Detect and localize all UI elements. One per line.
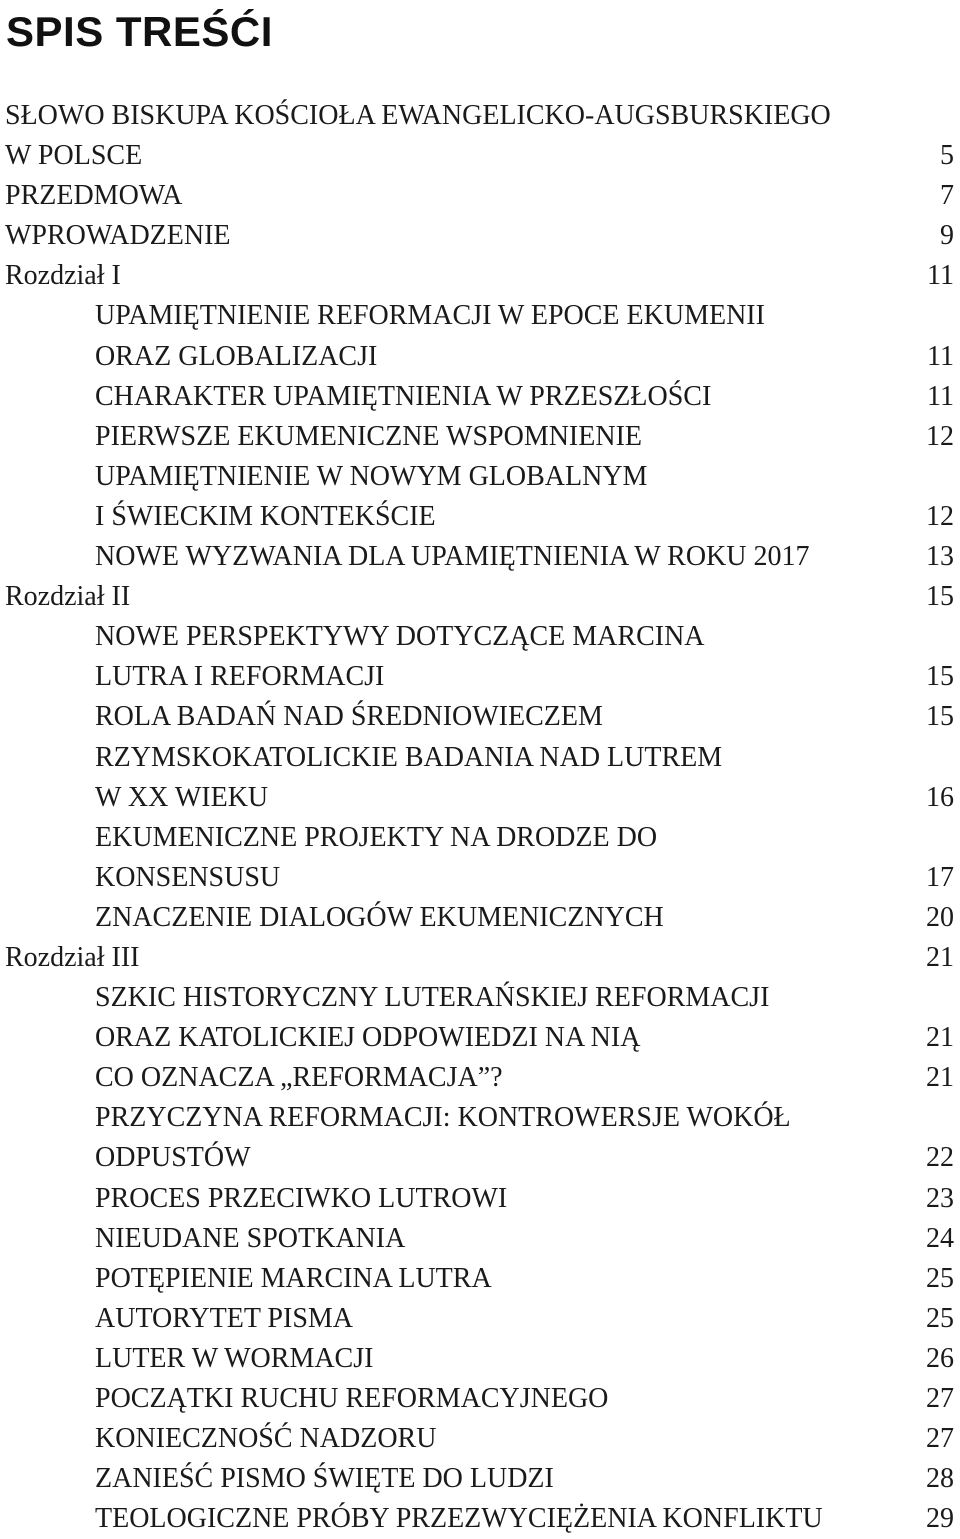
toc-entry-title: CHARAKTER UPAMIĘTNIENIA W PRZESZŁOŚCI	[95, 380, 712, 412]
toc-entry-page-number: 15	[926, 661, 954, 693]
toc-entry-title: POCZĄTKI RUCHU REFORMACYJNEGO	[95, 1383, 609, 1414]
toc-entry-title: PIERWSZE EKUMENICZNE WSPOMNIENIE	[95, 420, 643, 452]
toc-entry-page-number: 26	[926, 1342, 954, 1374]
toc-entry-title: PROCES PRZECIWKO LUTROWI	[95, 1182, 508, 1214]
toc-entry-title: ZNACZENIE DIALOGÓW EKUMENICZNYCH	[95, 901, 664, 933]
toc-entry-page-number: 17	[926, 861, 954, 893]
toc-entry-subsection	[0, 657, 960, 697]
toc-entry-title: ORAZ GLOBALIZACJI	[95, 340, 378, 372]
toc-entry-title: KONSENSUSU	[95, 861, 281, 893]
toc-entry-subsection	[0, 1459, 960, 1499]
toc-entry-title: W XX WIEKU	[95, 781, 269, 813]
toc-entry-title: ORAZ KATOLICKIEJ ODPOWIEDZI NA NIĄ	[95, 1022, 641, 1054]
toc-entry-title: EKUMENICZNE PROJEKTY NA DRODZE DO	[95, 821, 658, 853]
toc-entry-page-number: 11	[927, 340, 954, 372]
toc-entry-subsection	[0, 457, 960, 497]
toc-entry-top-level	[0, 216, 960, 256]
toc-entry-title: NOWE WYZWANIA DLA UPAMIĘTNIENIA W ROKU 2017	[95, 541, 810, 573]
toc-entry-subsection	[0, 537, 960, 577]
toc-entry-title: PRZYCZYNA REFORMACJI: KONTROWERSJE WOKÓŁ	[95, 1102, 791, 1134]
toc-entry-subsection	[0, 1098, 960, 1138]
toc-entry-page-number: 23	[926, 1182, 954, 1214]
toc-entry-subsection	[0, 858, 960, 898]
toc-entry-page-number: 20	[926, 901, 954, 933]
toc-entry-subsection	[0, 778, 960, 818]
toc-entry-page-number: 21	[926, 1062, 954, 1094]
toc-entry-subsection	[0, 1499, 960, 1539]
toc-entry-page-number: 9	[940, 220, 954, 252]
toc-entry-subsection	[0, 1259, 960, 1299]
toc-entry-top-level	[0, 176, 960, 216]
toc-entry-page-number: 16	[926, 781, 954, 813]
toc-entry-title: SŁOWO BISKUPA KOŚCIOŁA EWANGELICKO-AUGSBURSKIEGO	[5, 100, 831, 131]
toc-entry-subsection	[0, 417, 960, 457]
toc-entry-title: POTĘPIENIE MARCINA LUTRA	[95, 1262, 492, 1294]
toc-entry-title: NIEUDANE SPOTKANIA	[95, 1222, 406, 1254]
toc-entry-title: UPAMIĘTNIENIE REFORMACJI W EPOCE EKUMENII	[95, 300, 765, 332]
toc-entry-title: RZYMSKOKATOLICKIE BADANIA NAD LUTREM	[95, 741, 723, 773]
toc-entry-page-number: 11	[927, 380, 954, 412]
toc-entry-title: PRZEDMOWA	[5, 180, 183, 212]
toc-entry-top-level	[0, 577, 960, 617]
toc-entry-page-number: 13	[926, 541, 954, 573]
toc-entry-subsection	[0, 738, 960, 778]
toc-entry-top-level	[0, 938, 960, 978]
toc-entry-page-number: 25	[926, 1302, 954, 1334]
toc-entry-subsection	[0, 497, 960, 537]
toc-entry-page-number: 28	[926, 1463, 954, 1495]
toc-entry-subsection	[0, 1379, 960, 1419]
toc-entry-page-number: 22	[926, 1142, 954, 1174]
toc-entry-top-level	[0, 96, 960, 136]
toc-entry-title: CO OZNACZA „REFORMACJA”?	[95, 1062, 503, 1094]
toc-entry-page-number: 11	[927, 260, 954, 292]
toc-entry-page-number: 15	[926, 581, 954, 613]
toc-entry-subsection	[0, 697, 960, 737]
toc-entry-title: WPROWADZENIE	[5, 220, 231, 252]
toc-entry-page-number: 24	[926, 1222, 954, 1254]
toc-entry-title: KONIECZNOŚĆ NADZORU	[95, 1423, 437, 1455]
toc-entry-top-level	[0, 136, 960, 176]
toc-entry-subsection	[0, 617, 960, 657]
toc-entry-subsection	[0, 1419, 960, 1459]
toc-entry-title: UPAMIĘTNIENIE W NOWYM GLOBALNYM	[95, 460, 648, 492]
toc-entry-page-number: 25	[926, 1262, 954, 1294]
toc-entry-page-number: 21	[926, 1022, 954, 1054]
toc-entry-title: Rozdział II	[5, 581, 131, 613]
toc-entry-subsection	[0, 377, 960, 417]
toc-entry-title: ROLA BADAŃ NAD ŚREDNIOWIECZEM	[95, 701, 603, 733]
toc-entry-subsection	[0, 978, 960, 1018]
toc-entry-subsection	[0, 1179, 960, 1219]
toc-entry-page-number: 29	[926, 1503, 954, 1535]
toc-entry-subsection	[0, 1219, 960, 1259]
toc-entry-title: NOWE PERSPEKTYWY DOTYCZĄCE MARCINA	[95, 621, 705, 653]
toc-entry-subsection	[0, 1339, 960, 1379]
toc-entry-page-number: 12	[926, 420, 954, 452]
toc-entry-title: AUTORYTET PISMA	[95, 1302, 354, 1334]
toc-entry-page-number: 27	[926, 1383, 954, 1414]
toc-entry-subsection	[0, 337, 960, 377]
toc-entry-subsection	[0, 898, 960, 938]
toc-entry-page-number: 7	[940, 180, 954, 212]
toc-entry-subsection	[0, 818, 960, 858]
toc-entry-title: I ŚWIECKIM KONTEKŚCIE	[95, 500, 436, 532]
page-title: SPIS TREŚĆI	[6, 8, 273, 55]
toc-entry-title: LUTRA I REFORMACJI	[95, 661, 385, 693]
toc-entry-title: ZANIEŚĆ PISMO ŚWIĘTE DO LUDZI	[95, 1463, 554, 1495]
toc-entry-title: Rozdział I	[5, 260, 121, 292]
toc-entry-page-number: 15	[926, 701, 954, 733]
toc-entry-top-level	[0, 256, 960, 296]
toc-entry-title: ODPUSTÓW	[95, 1142, 251, 1174]
toc-entry-page-number: 12	[926, 500, 954, 532]
toc-entry-subsection	[0, 1058, 960, 1098]
toc-entry-subsection	[0, 296, 960, 336]
toc-entry-title: TEOLOGICZNE PRÓBY PRZEZWYCIĘŻENIA KONFLIKTU	[95, 1503, 823, 1535]
toc-entry-title: Rozdział III	[5, 941, 140, 973]
toc-entry-subsection	[0, 1138, 960, 1178]
toc-entry-page-number: 21	[926, 941, 954, 973]
toc-entry-subsection	[0, 1018, 960, 1058]
toc-entry-page-number: 27	[926, 1423, 954, 1455]
toc-entry-page-number: 5	[940, 140, 954, 172]
toc-entry-subsection	[0, 1299, 960, 1339]
toc-entry-title: LUTER W WORMACJI	[95, 1342, 374, 1374]
table-of-contents	[0, 96, 960, 1539]
toc-entry-title: W POLSCE	[5, 140, 143, 172]
toc-entry-title: SZKIC HISTORYCZNY LUTERAŃSKIEJ REFORMACJI	[95, 982, 770, 1014]
